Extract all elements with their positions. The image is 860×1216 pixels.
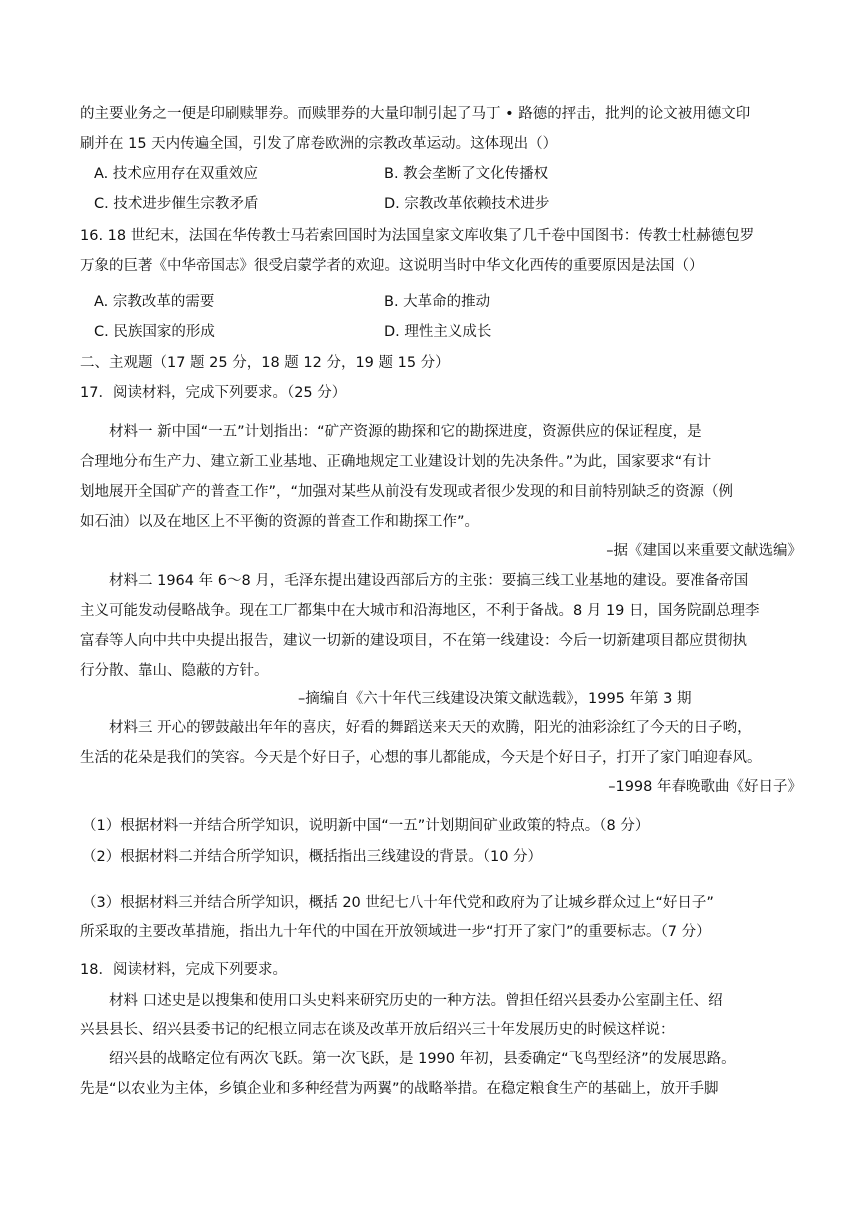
q17-material-2-line-2: 主义可能发动侵略战争。现在工厂都集中在大城市和沿海地区，不利于备战。8 月 19 日，国务院副总理李 [80,603,760,619]
q17-material-3-line-2: 生活的花朵是我们的笑容。今天是个好日子，心想的事儿都能成，今天是个好日子，打开了家门咱迎春风。 [80,750,762,766]
q17-sub-question-2: （2）根据材料二并结合所学知识，概括指出三线建设的背景。（10 分） [82,849,543,865]
q17-sub-question-3-line-2: 所采取的主要改革措施，指出九十年代的中国在开放领域进一步“打开了家门”的重要标志。（7 分） [80,924,711,940]
q18-title: 18．阅读材料，完成下列要求。 [80,962,287,978]
q17-material-1-line-1: 材料一 新中国“一五”计划指出：“矿产资源的勘探和它的勘探进度，资源供应的保证程度，是 [109,424,702,440]
q15-stem-line-2: 刷并在 15 天内传遍全国，引发了席卷欧洲的宗教改革运动。这体现出（） [80,136,558,152]
q18-material-line-1: 材料 口述史是以搜集和使用口头史料来研究历史的一种方法。曾担任绍兴县委办公室副主任、绍 [109,993,723,1009]
q16-option-c: C. 民族国家的形成 [94,324,215,340]
q17-material-1-line-3: 划地展开全国矿产的普查工作”，“加强对某些从前没有发现或者很少发现的和目前特别缺乏的资源（例 [80,484,734,500]
q15-option-c: C. 技术进步催生宗教矛盾 [94,196,259,212]
q16-option-d: D. 理性主义成长 [384,324,492,340]
q15-option-a: A. 技术应用存在双重效应 [94,166,258,182]
q18-material-line-2: 兴县县长、绍兴县委书记的纪根立同志在谈及改革开放后绍兴三十年发展历史的时候这样说： [80,1022,675,1038]
q17-material-1-line-2: 合理地分布生产力、建立新工业基地、正确地规定工业建设计划的先决条件。”为此，国家要求“有计 [80,454,712,470]
q18-material-line-4: 先是“以农业为主体，乡镇企业和多种经营为两翼”的战略举措。在稳定粮食生产的基础上，放开手脚 [80,1081,719,1097]
q16-stem-line-1: 16. 18 世纪末，法国在华传教士马若索回国时为法国皇家文库收集了几千卷中国图书：传教士杜赫德包罗 [80,228,755,244]
q17-material-3-source: –1998 年春晚歌曲《好日子》 [608,779,802,795]
q17-material-2-source: –摘编自《六十年代三线建设决策文献选载》，1995 年第 3 期 [298,691,692,707]
q17-material-1-line-4: 如石油）以及在地区上不平衡的资源的普查工作和勘探工作”。 [80,514,480,530]
q15-stem-line-1: 的主要业务之一便是印刷赎罪券。而赎罪券的大量印制引起了马丁 • 路德的抨击，批判的论文被用德文印 [80,106,751,122]
q18-material-line-3: 绍兴县的战略定位有两次飞跃。第一次飞跃，是 1990 年初，县委确定“飞鸟型经济”的发展思路。 [109,1051,736,1067]
q17-sub-question-1: （1）根据材料一并结合所学知识，说明新中国“一五”计划期间矿业政策的特点。（8 分） [82,818,650,834]
q17-material-2-line-1: 材料二 1964 年 6～8 月，毛泽东提出建设西部后方的主张：要搞三线工业基地的建设。要准备帝国 [109,573,749,589]
section-2-heading: 二、主观题（17 题 25 分，18 题 12 分，19 题 15 分） [80,355,450,371]
q17-title: 17．阅读材料，完成下列要求。（25 分） [80,385,347,401]
q15-option-b: B. 教会垄断了文化传播权 [384,166,549,182]
q16-option-b: B. 大革命的推动 [384,294,491,310]
q17-material-2-line-3: 富春等人向中共中央提出报告，建议一切新的建设项目，不在第一线建设：今后一切新建项目都应贯彻执 [80,633,747,649]
q16-option-a: A. 宗教改革的需要 [94,294,215,310]
q17-sub-question-3-line-1: （3）根据材料三并结合所学知识，概括 20 世纪七八十年代党和政府为了让城乡群众过上“好日子” [82,895,714,911]
q17-material-3-line-1: 材料三 开心的锣鼓敲出年年的喜庆，好看的舞蹈送来天天的欢腾，阳光的油彩涂红了今天的日子哟， [109,720,752,736]
q16-stem-line-2: 万象的巨著《中华帝国志》很受启蒙学者的欢迎。这说明当时中华文化西传的重要原因是法国（） [80,258,704,274]
q17-material-2-line-4: 行分散、靠山、隐蔽的方针。 [80,663,269,679]
q17-material-1-source: –据《建国以来重要文献选编》 [606,543,802,559]
q15-option-d: D. 宗教改革依赖技术进步 [384,196,550,212]
